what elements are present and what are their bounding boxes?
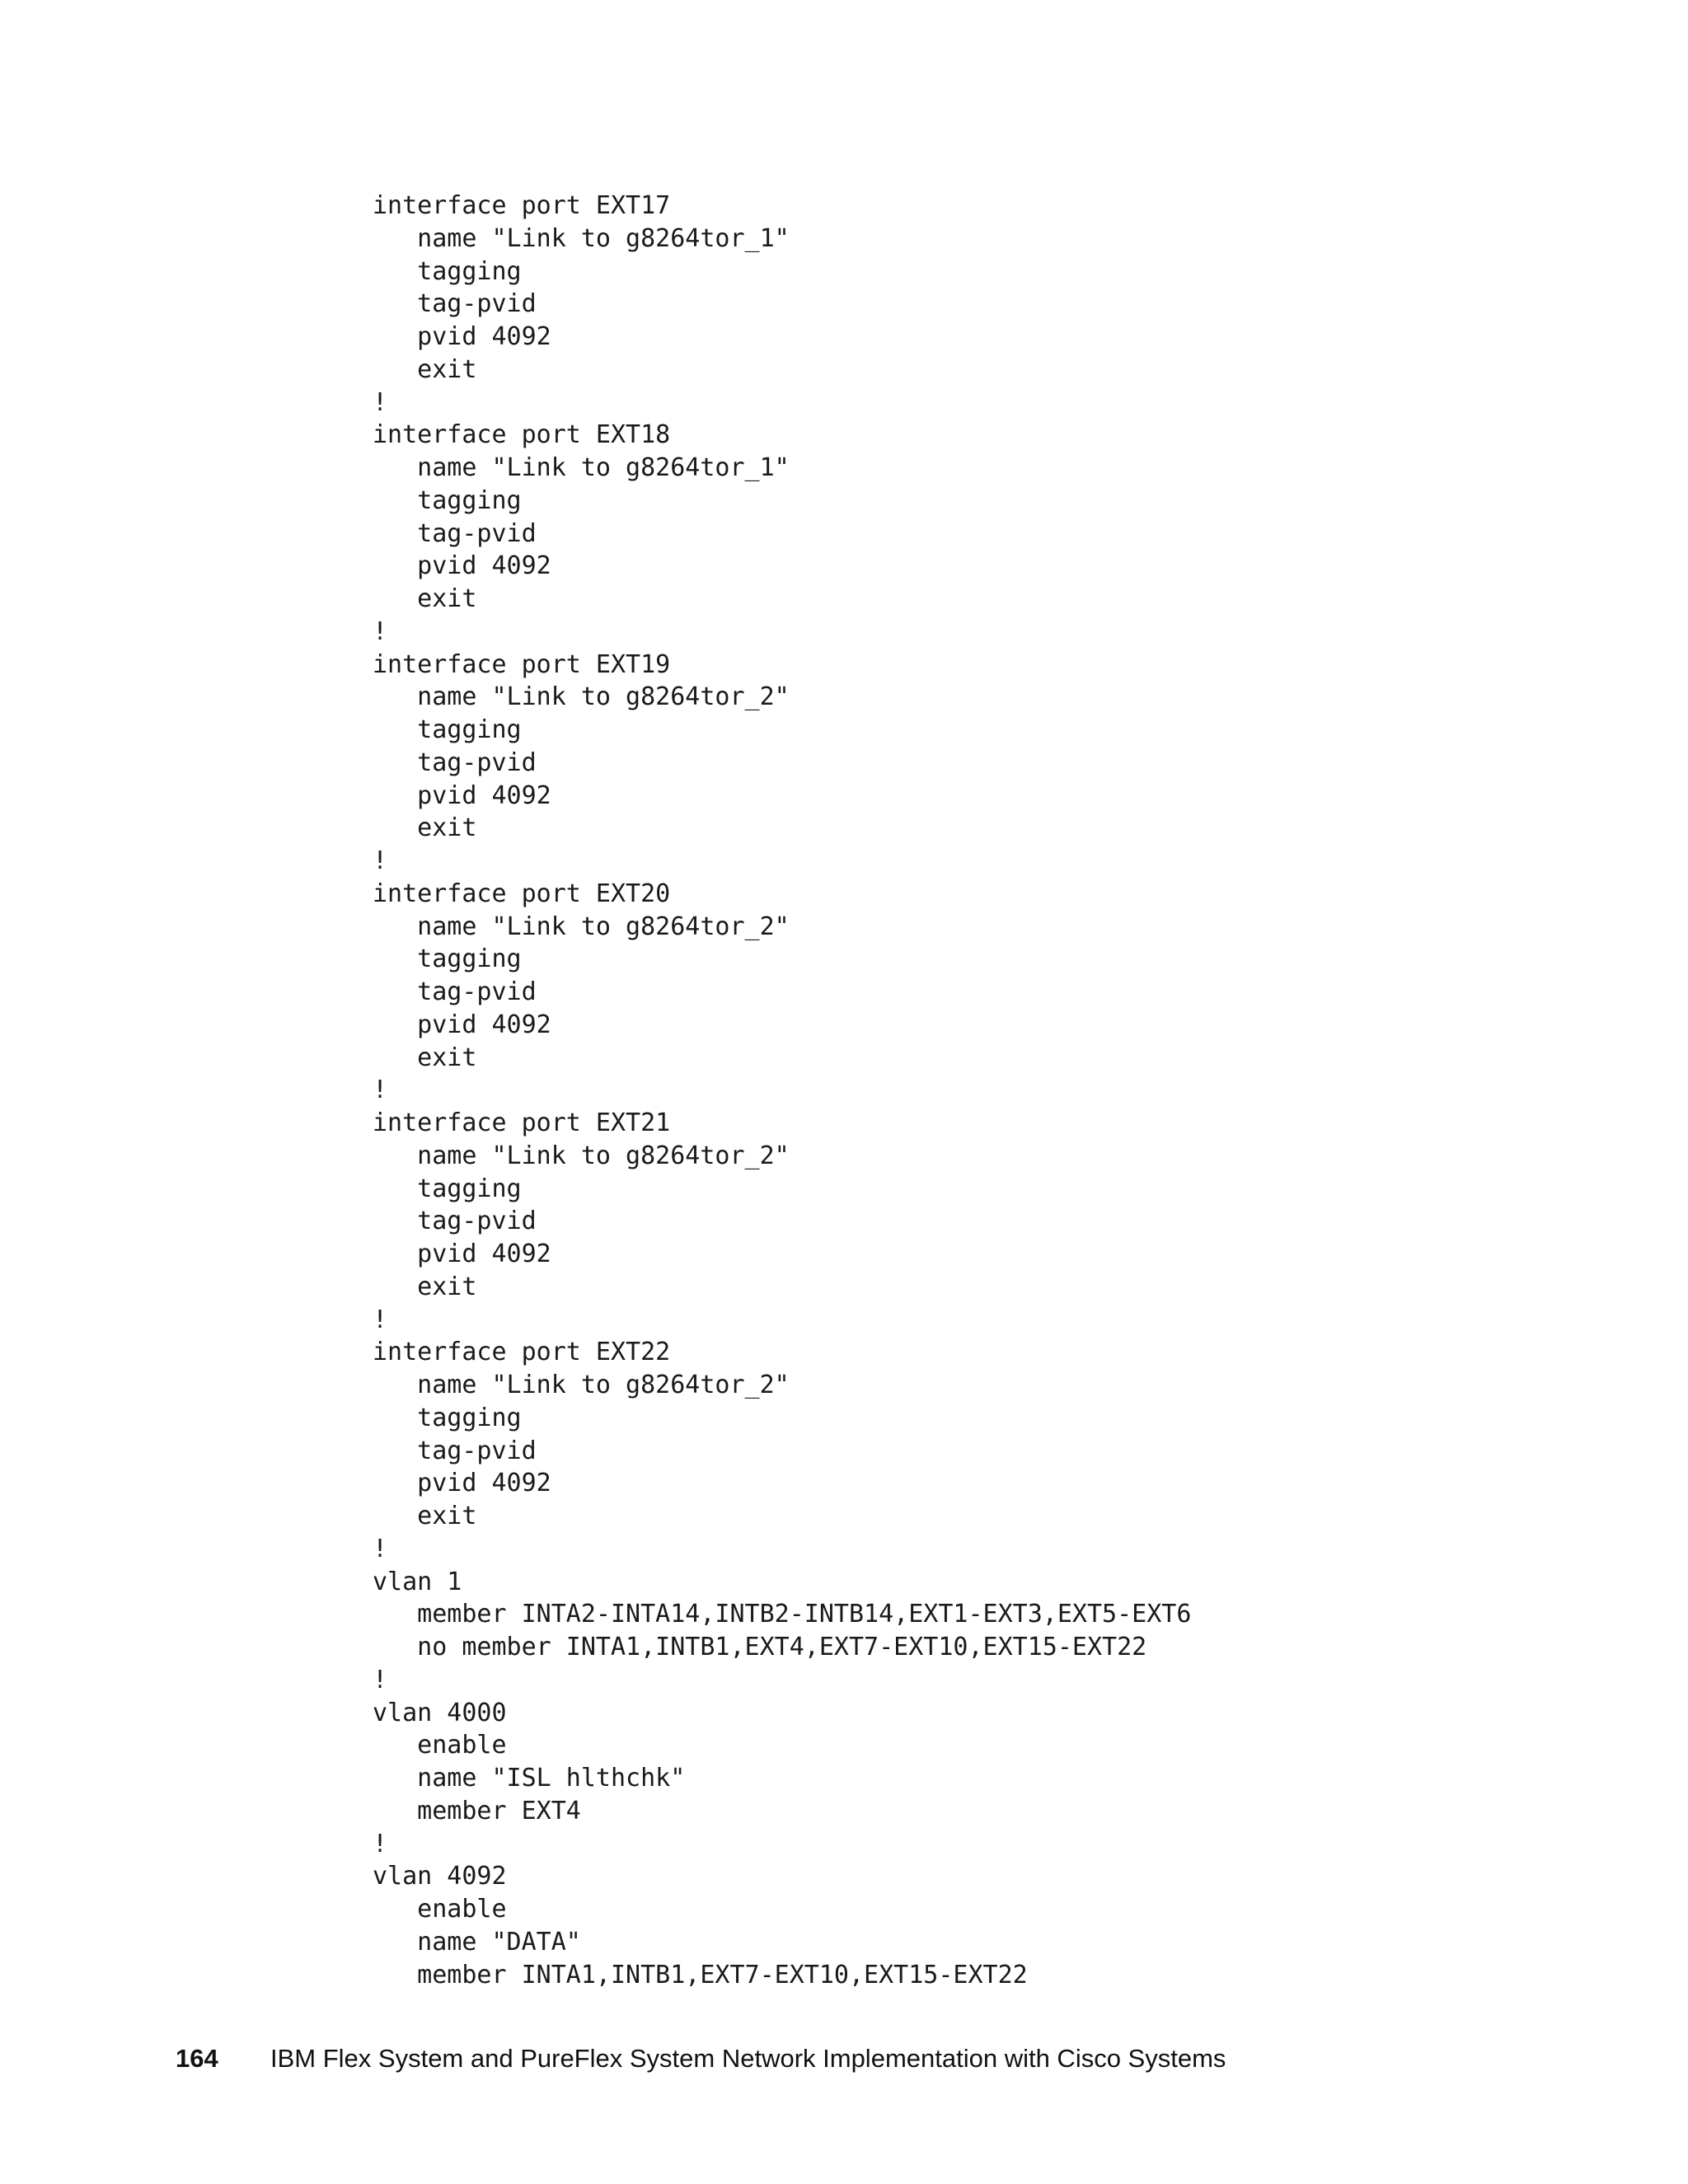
code-line: tag-pvid bbox=[373, 1207, 537, 1236]
code-line: exit bbox=[373, 1272, 477, 1301]
code-line: member EXT4 bbox=[373, 1796, 581, 1825]
code-line: name "DATA" bbox=[373, 1927, 581, 1957]
code-line: tag-pvid bbox=[373, 518, 537, 548]
code-line: ! bbox=[373, 1076, 388, 1105]
code-line: tagging bbox=[373, 1403, 522, 1432]
code-line: name "Link to g8264tor_1" bbox=[373, 453, 790, 482]
code-line: ! bbox=[373, 1305, 388, 1334]
code-line: name "Link to g8264tor_1" bbox=[373, 223, 790, 253]
code-line: tag-pvid bbox=[373, 1436, 537, 1465]
code-line: enable bbox=[373, 1895, 507, 1924]
book-title: IBM Flex System and PureFlex System Network Implementation with Cisco Systems bbox=[270, 2044, 1226, 2073]
code-line: pvid 4092 bbox=[373, 1010, 551, 1039]
code-line: exit bbox=[373, 1502, 477, 1530]
code-line: exit bbox=[373, 1043, 477, 1072]
code-line: vlan 4000 bbox=[373, 1698, 507, 1727]
code-line: pvid 4092 bbox=[373, 322, 551, 351]
code-line: name "Link to g8264tor_2" bbox=[373, 1371, 790, 1399]
code-line: member INTA2-INTA14,INTB2-INTB14,EXT1-EXT3,EXT5-EXT6 bbox=[373, 1600, 1192, 1629]
code-line: vlan 4092 bbox=[373, 1862, 507, 1891]
code-line: tagging bbox=[373, 485, 522, 515]
code-line: tag-pvid bbox=[373, 748, 537, 777]
code-line: member INTA1,INTB1,EXT7-EXT10,EXT15-EXT22 bbox=[373, 1960, 1028, 1990]
code-line: interface port EXT19 bbox=[373, 649, 671, 679]
code-line: pvid 4092 bbox=[373, 551, 551, 581]
code-line: tagging bbox=[373, 256, 522, 286]
code-line: interface port EXT21 bbox=[373, 1108, 671, 1137]
config-code-listing bbox=[373, 190, 1191, 1991]
code-line: pvid 4092 bbox=[373, 780, 551, 810]
code-line: exit bbox=[373, 584, 477, 613]
code-line: tag-pvid bbox=[373, 977, 537, 1006]
code-line: name "Link to g8264tor_2" bbox=[373, 1141, 790, 1170]
code-line: tagging bbox=[373, 944, 522, 974]
code-line: tag-pvid bbox=[373, 289, 537, 319]
code-line: name "ISL hlthchk" bbox=[373, 1764, 686, 1793]
code-line: vlan 1 bbox=[373, 1567, 462, 1596]
code-line: ! bbox=[373, 1829, 388, 1858]
code-line: ! bbox=[373, 846, 388, 875]
code-line: interface port EXT18 bbox=[373, 420, 671, 450]
code-line: name "Link to g8264tor_2" bbox=[373, 682, 790, 712]
code-line: interface port EXT20 bbox=[373, 879, 671, 908]
code-line: tagging bbox=[373, 715, 522, 744]
code-line: enable bbox=[373, 1731, 507, 1760]
code-line: interface port EXT22 bbox=[373, 1338, 671, 1367]
code-line: no member INTA1,INTB1,EXT4,EXT7-EXT10,EXT15-EXT22 bbox=[373, 1633, 1147, 1661]
code-line: exit bbox=[373, 354, 477, 384]
code-line: pvid 4092 bbox=[373, 1240, 551, 1268]
code-line: exit bbox=[373, 813, 477, 843]
page-number: 164 bbox=[176, 2044, 218, 2073]
page-footer bbox=[176, 2044, 1226, 2074]
code-line: tagging bbox=[373, 1174, 522, 1203]
code-line: ! bbox=[373, 1534, 388, 1563]
code-line: ! bbox=[373, 1665, 388, 1694]
code-line: name "Link to g8264tor_2" bbox=[373, 912, 790, 941]
code-line: interface port EXT17 bbox=[373, 191, 671, 220]
code-line: ! bbox=[373, 616, 388, 646]
code-line: pvid 4092 bbox=[373, 1469, 551, 1498]
code-line: ! bbox=[373, 387, 388, 417]
